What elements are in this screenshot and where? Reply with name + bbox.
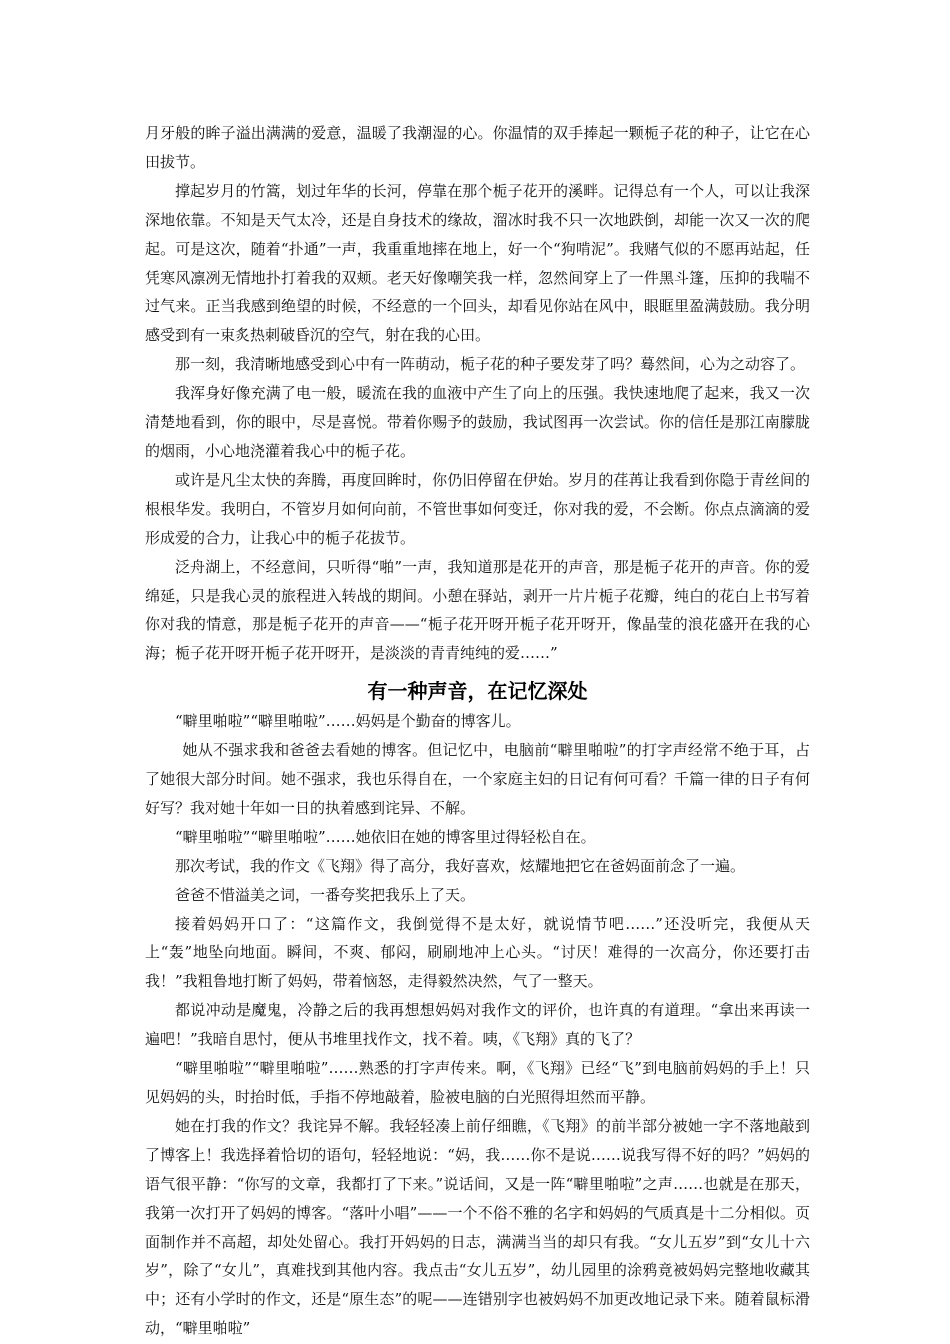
document-page [145, 119, 810, 1343]
section-gap [145, 668, 810, 675]
paragraph: 我浑身好像充满了电一般，暖流在我的血液中产生了向上的压强。我快速地爬了起来，我又一次清楚地看到，你的眼中，尽是喜悦。带着你赐予的鼓励，我试图再一次尝试。你的信任是那江南朦胧的烟雨，小心地浇灌着我心中的栀子花。 [145, 384, 810, 460]
paragraph: “噼里啪啦”“噼里啪啦”……她依旧在她的博客里过得轻松自在。 [175, 827, 596, 846]
paragraph: 月牙般的眸子溢出满满的爱意，温暖了我潮湿的心。你温情的双手捧起一颗栀子花的种子，让它在心田拔节。 [145, 124, 810, 171]
paragraph: 都说冲动是魔鬼，冷静之后的我再想想妈妈对我作文的评价，也许真的有道理。“拿出来再读一遍吧！”我暗自思忖，便从书堆里找作文，找不着。咦，《飞翔》真的飞了？ [145, 1001, 810, 1049]
paragraph: 她从不强求我和爸爸去看她的博客。但记忆中，电脑前“噼里啪啦”的打字声经常不绝于耳，占了她很大部分时间。她不强求，我也乐得自在，一个家庭主妇的日记有何可看？千篇一律的日子有何好写？我对她十年如一日的执着感到诧异、不解。 [145, 741, 810, 817]
paragraph: 那一刻，我清晰地感受到心中有一阵萌动，栀子花的种子要发芽了吗？蓦然间，心为之动容了。 [175, 355, 806, 374]
paragraph: “噼里啪啦”“噼里啪啦”……熟悉的打字声传来。啊，《飞翔》已经“飞”到电脑前妈妈的手上！只见妈妈的头，时抬时低，手指不停地敲着，脸被电脑的白光照得坦然而平静。 [145, 1059, 810, 1106]
paragraph: “噼里啪啦”“噼里啪啦”……妈妈是个勤奋的博客儿。 [175, 712, 521, 731]
paragraph: 接着妈妈开口了：“这篇作文，我倒觉得不是太好，就说情节吧……”还没听完，我便从天上“轰”地坠向地面。瞬间，不爽、郁闷，刷刷地冲上心头。“讨厌！难得的一次高分，你还要打击我！”我粗鲁地打断了妈妈，带着恼怒，走得毅然决然，气了一整天。 [145, 914, 810, 991]
paragraph: 那次考试，我的作文《飞翔》得了高分，我好喜欢，炫耀地把它在爸妈面前念了一遍。 [175, 856, 746, 875]
paragraph: 她在打我的作文？我诧异不解。我轻轻凑上前仔细瞧，《飞翔》的前半部分被她一字不落地敲到了博客上！我选择着恰切的语句，轻轻地说：“妈，我……你不是说……说我写得不好的吗？”妈妈的语气很平静：“你写的文章，我都打了下来。”说话间，又是一阵“噼里啪啦”之声……也就是在那天，我第一次打开了妈妈的博客。“落叶小唱”——一个不俗不雅的名字和妈妈的气质真是十二分相似。页面制作并不高超，却处处留心。我打开妈妈的日志，满满当当的却只有我。“女儿五岁”到“女儿十六岁”，除了“女儿”，真难找到其他内容。我点击“女儿五岁”，幼儿园里的涂鸦竟被妈妈完整地收藏其中；还有小学时的作文，还是“原生态”的呢——连错别字也被妈妈不加更改地记录下来。随着鼠标滑动，“噼里啪啦” [145, 1116, 810, 1338]
paragraph: 爸爸不惜溢美之词，一番夸奖把我乐上了天。 [175, 885, 476, 904]
paragraph: 撑起岁月的竹篙，划过年华的长河，停靠在那个栀子花开的溪畔。记得总有一个人，可以让我深深地依靠。不知是天气太冷，还是自身技术的缘故，溜冰时我不只一次地跌倒，却能一次又一次的爬起。可是这次，随着“扑通”一声，我重重地摔在地上，好一个“狗啃泥”。我赌气似的不愿再站起，任凭寒风凛冽无情地扑打着我的双颊。老天好像嘲笑我一样，忽然间穿上了一件黑斗篷，压抑的我喘不过气来。正当我感到绝望的时候，不经意的一个回头，却看见你站在风中，眼眶里盈满鼓励。我分明感受到有一束炙热刺破昏沉的空气，射在我的心田。 [145, 181, 810, 345]
section-title: 有一种声音，在记忆深处 [367, 679, 588, 704]
paragraph: 或许是凡尘太快的奔腾，再度回眸时，你仍旧停留在伊始。岁月的荏苒让我看到你隐于青丝间的根根华发。我明白，不管岁月如何向前，不管世事如何变迁，你对我的爱，不会断。你点点滴滴的爱形成爱的合力，让我心中的栀子花拔节。 [145, 470, 810, 547]
paragraph: 泛舟湖上，不经意间，只听得“啪”一声，我知道那是花开的声音，那是栀子花开的声音。你的爱绵延，只是我心灵的旅程进入转战的期间。小憩在驿站，剥开一片片栀子花瓣，纯白的花白上书写着你对我的情意，那是栀子花开的声音——“栀子花开呀开栀子花开呀开，像晶莹的浪花盛开在我的心海；栀子花开呀开栀子花开呀开，是淡淡的青青纯纯的爱……” [145, 557, 810, 663]
